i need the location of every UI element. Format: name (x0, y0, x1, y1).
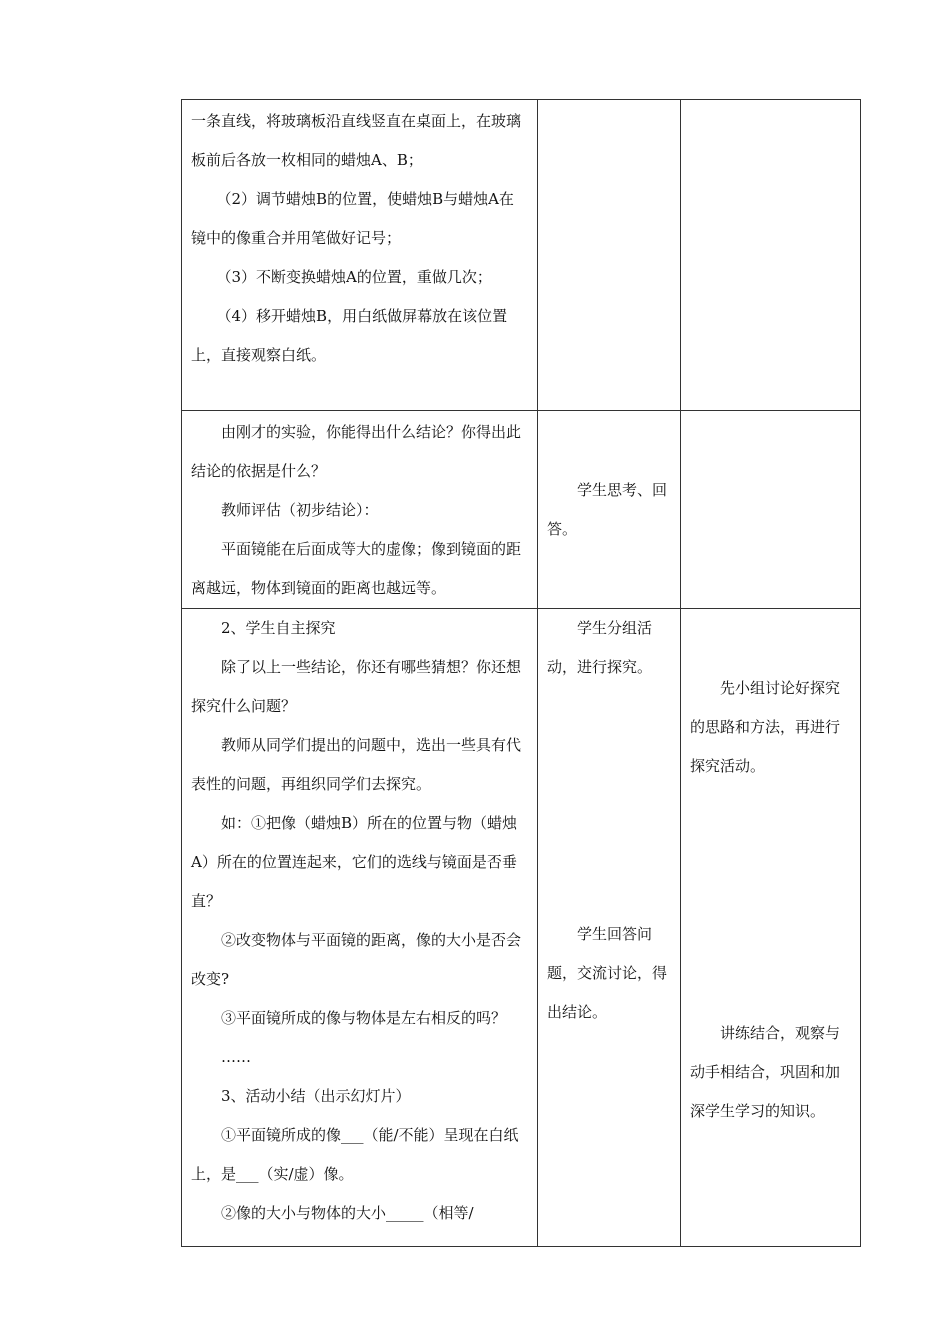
paragraph: ③平面镜所成的像与物体是左右相反的吗？ (221, 1009, 507, 1027)
teacher-activity-cell (182, 609, 538, 1247)
student-activity-cell (538, 100, 681, 411)
design-intent-cell (681, 100, 861, 411)
student-activity-cell (538, 609, 681, 1247)
design-intent-cell (681, 609, 861, 1247)
paragraph: 先小组讨论好探究的思路和方法，再进行探究活动。 (690, 679, 841, 775)
paragraph: ②改变物体与平面镜的距离，像的大小是否会改变? (191, 931, 522, 988)
table-row (182, 100, 861, 411)
table-row (182, 609, 861, 1247)
paragraph: 讲练结合，观察与动手相结合，巩固和加深学生学习的知识。 (690, 1024, 841, 1120)
student-activity-cell (538, 411, 681, 609)
paragraph: …… (221, 1048, 251, 1066)
teacher-activity-cell (182, 100, 538, 411)
paragraph: ②像的大小与物体的大小_____（相等/ (221, 1204, 474, 1222)
lesson-table (181, 99, 861, 1247)
paragraph: ①平面镜所成的像___（能/不能）呈现在白纸上，是___（实/虚）像。 (191, 1126, 519, 1183)
paragraph: （2）调节蜡烛B的位置，使蜡烛B与蜡烛A在镜中的像重合并用笔做好记号； (191, 190, 514, 247)
paragraph: （4）移开蜡烛B，用白纸做屏幕放在该位置上，直接观察白纸。 (191, 307, 508, 364)
paragraph: 3、活动小结（出示幻灯片） (221, 1087, 411, 1105)
design-intent-cell (681, 411, 861, 609)
paragraph: 平面镜能在后面成等大的虚像；像到镜面的距离越远，物体到镜面的距离也越远等。 (191, 540, 522, 597)
table-row (182, 411, 861, 609)
paragraph: 教师评估（初步结论）： (221, 501, 379, 519)
teacher-activity-cell (182, 411, 538, 609)
paragraph: 如：①把像（蜡烛B）所在的位置与物（蜡烛A）所在的位置连起来，它们的选线与镜面是否垂直？ (191, 814, 518, 910)
paragraph: 除了以上一些结论，你还有哪些猜想？你还想探究什么问题？ (191, 658, 522, 715)
paragraph: 教师从同学们提出的问题中，选出一些具有代表性的问题，再组织同学们去探究。 (191, 736, 522, 793)
paragraph: 由刚才的实验，你能得出什么结论？你得出此结论的依据是什么？ (191, 423, 522, 480)
paragraph: （3）不断变换蜡烛A的位置，重做几次； (216, 268, 492, 286)
paragraph: 学生回答问题，交流讨论，得出结论。 (547, 925, 668, 1021)
paragraph: 学生思考、回答。 (547, 481, 668, 538)
paragraph: 2、学生自主探究 (221, 619, 336, 637)
paragraph: 学生分组活动，进行探究。 (547, 619, 653, 676)
paragraph: 一条直线，将玻璃板沿直线竖直在桌面上，在玻璃板前后各放一枚相同的蜡烛A、B； (191, 112, 522, 169)
